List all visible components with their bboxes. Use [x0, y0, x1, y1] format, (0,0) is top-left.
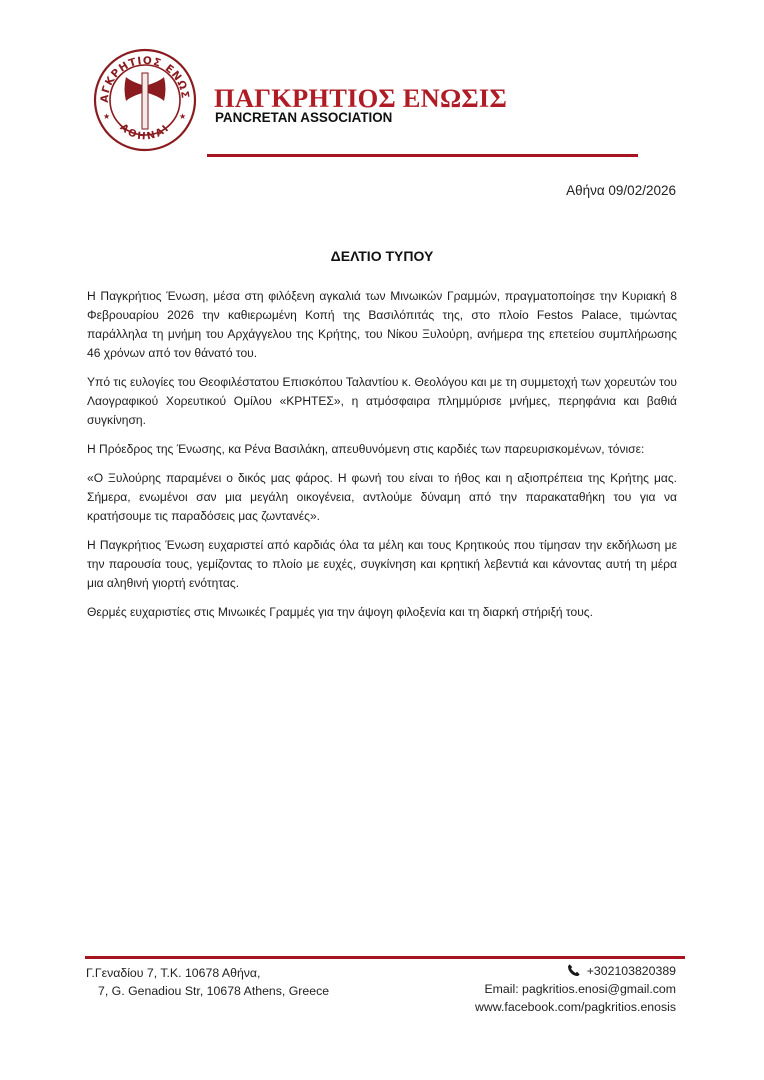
address-english: 7, G. Genadiou Str, 10678 Athens, Greece [98, 984, 330, 998]
document-body [87, 287, 677, 632]
paragraph: Θερμές ευχαριστίες στις Μινωικές Γραμμές για την άψογη φιλοξενία και τη διαρκή στήριξή τους. [87, 605, 593, 619]
organization-name: ΠΑΓΚΡΗΤΙΟΣ ΕΝΩΣΙΣ [214, 83, 507, 113]
address-greek: Γ.Γεναδίου 7, Τ.Κ. 10678 Αθήνα, [86, 966, 261, 980]
association-logo [86, 43, 204, 156]
phone-number[interactable]: +302103820389 [586, 964, 676, 978]
footer-divider [85, 956, 685, 959]
header-divider [207, 154, 638, 157]
paragraph: Η Παγκρήτιος Ένωση, μέσα στη φιλόξενη αγκαλιά των Μινωικών Γραμμών, πραγματοποίησε την Κυριακή 8 Φεβρουαρίου 2026 την καθιερωμένη Κοπή της Βασιλόπιτάς της, στο πλοίο Festos Palace, τιμώντας παράλληλα τη μνήμη του Αρχάγγελου της Κρήτης, του Νίκου Ξυλούρη, ανήμερα της επετείου συμπλήρωσης 46 χρόνων από τον θάνατό του. [87, 289, 677, 360]
svg-text:★: ★ [179, 112, 187, 121]
facebook-link[interactable]: www.facebook.com/pagkritios.enosis [475, 1000, 676, 1014]
organization-name-english: PANCRETAN ASSOCIATION [215, 110, 393, 125]
double-axe-seal-icon [86, 43, 204, 156]
svg-text:★: ★ [103, 112, 111, 121]
paragraph: Η Παγκρήτιος Ένωση ευχαριστεί από καρδιάς όλα τα μέλη και τους Κρητικούς που τίμησαν την εκδήλωση με την παρουσία τους, γεμίζοντας το πλοίο με ευχές, συγκίνηση και κρητική λεβεντιά και κάνοντας αυτή τη μέρα μια αληθινή γιορτή ενότητας. [87, 538, 677, 590]
logo-ring-text-top: ΑΓΚΡΗΤΙΟΣ ΕΝΩΣ [98, 54, 192, 104]
document-title: ΔΕΛΤΙΟ ΤΥΠΟΥ [330, 248, 434, 264]
footer-contact [475, 962, 676, 1016]
paragraph: Η Πρόεδρος της Ένωσης, κα Ρένα Βασιλάκη, απευθυνόμενη στις καρδιές των παρευρισκομένων, τόνισε: [87, 442, 645, 456]
phone-line [475, 962, 676, 980]
paragraph: Υπό τις ευλογίες του Θεοφιλέστατου Επισκόπου Ταλαντίου κ. Θεολόγου και με τη συμμετοχή των χορευτών του Λαογραφικού Χορευτικού Ομίλου «ΚΡΗΤΕΣ», η ατμόσφαιρα πλημμύρισε μνήμες, περηφάνια και βαθιά συγκίνηση. [87, 375, 677, 427]
logo-ring-text-bottom: ΑΘΗΝΑΙ [117, 122, 173, 143]
email-link[interactable]: Email: pagkritios.enosi@gmail.com [484, 982, 676, 996]
footer-address [86, 964, 329, 1000]
quote-paragraph: «Ο Ξυλούρης παραμένει ο δικός μας φάρος. Η φωνή του είναι το ήθος και η αξιοπρέπεια της Κρήτης μας. Σήμερα, ενωμένοι σαν μια μεγάλη οικογένεια, αντλούμε δύναμη από την παρακαταθήκη του για να κρατήσουμε τις παραδόσεις μας ζωντανές». [87, 471, 677, 523]
phone-icon [567, 963, 581, 977]
date-line: Αθήνα 09/02/2026 [566, 183, 676, 198]
